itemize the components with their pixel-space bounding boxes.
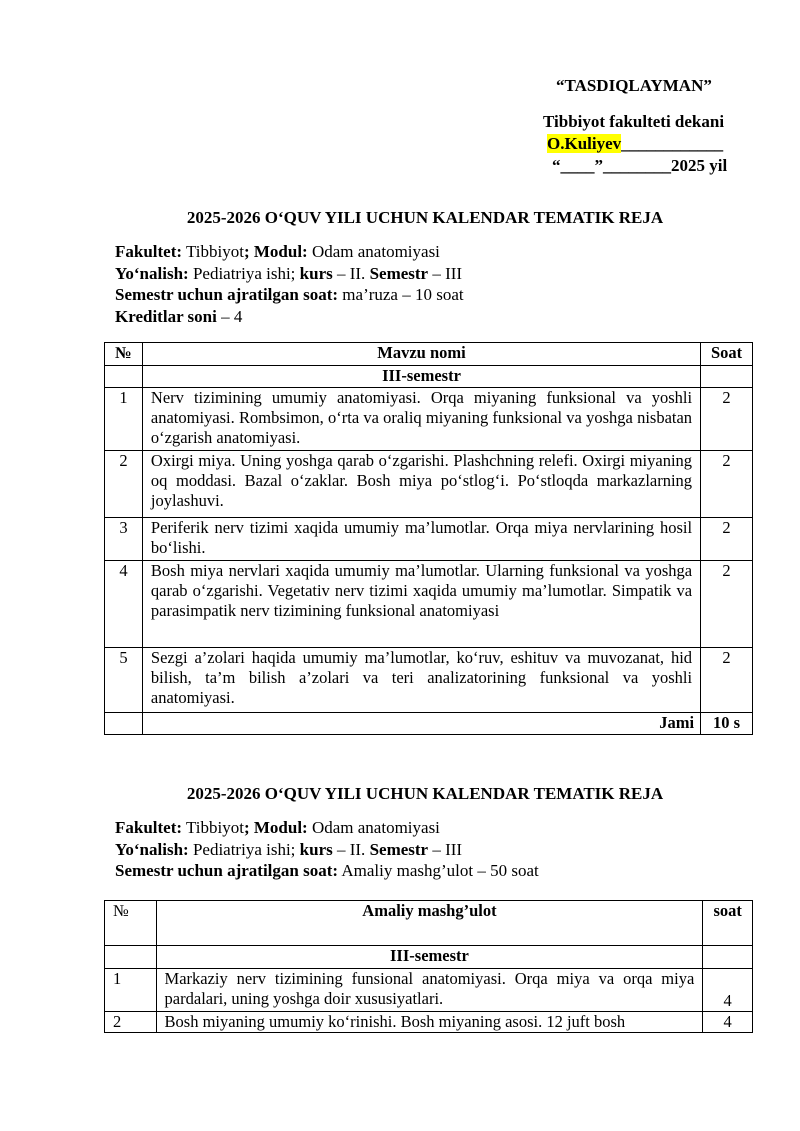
plan1-faculty-line — [115, 241, 464, 263]
course-value: – II. — [336, 263, 366, 283]
module-value: Odam anatomiyasi — [311, 242, 440, 261]
direction-value: Pediatriya ishi; — [192, 263, 296, 283]
lecture-plan-table — [104, 342, 753, 735]
faculty-value: Tibbiyot — [186, 818, 244, 837]
row-hours: 4 — [703, 969, 753, 1012]
plan2-faculty-line — [115, 817, 539, 839]
row-topic: Bosh miyaning umumiy ko‘rinishi. Bosh miyaning asosi. 12 juft bosh — [156, 1012, 703, 1033]
semester-row — [105, 366, 753, 388]
credits-value: – 4 — [221, 306, 243, 326]
plan1-credits-line — [115, 306, 464, 328]
approval-date: “____”________2025 yil — [552, 156, 728, 175]
course-label: kurs — [299, 839, 333, 859]
table-row — [105, 388, 753, 451]
module-label: ; Modul: — [243, 242, 308, 261]
credits-label: Kreditlar soni — [115, 306, 217, 326]
row-number: 4 — [105, 561, 143, 648]
table-row — [105, 648, 753, 713]
plan1-direction-line — [115, 263, 464, 285]
semester-value: – III — [432, 839, 463, 859]
course-label: kurs — [299, 263, 333, 283]
row-topic: Bosh miya nervlari xaqida umumiy ma’lumotlar. Ularning funksional va yoshga qarab o‘zgarishi. Vegetativ nerv tizimi xaqida umumiy ma’lumotlar. Simpatik va parasimpatik nerv tizimining funksional anatomiyasi — [142, 561, 700, 648]
table-header-row — [105, 343, 753, 366]
row-topic: Sezgi a’zolari haqida umumiy ma’lumotlar, ko‘ruv, eshituv va muvozanat, hid bilish, ta’m bilish a’zolari va teri analizatorining funksional va yoshli anatomiyasi. — [142, 648, 700, 713]
total-label: Jami — [142, 713, 700, 735]
plan1-meta — [115, 241, 464, 327]
table-row — [105, 451, 753, 518]
table-row — [105, 1012, 753, 1033]
hours-value: ma’ruza – 10 soat — [342, 285, 464, 304]
col-hours-header: soat — [703, 901, 753, 946]
table-row — [105, 969, 753, 1012]
row-number: 2 — [105, 1012, 157, 1033]
plan1-hours-line — [115, 284, 464, 306]
row-topic: Nerv tizimining umumiy anatomiyasi. Orqa miyaning funksional va yoshli anatomiyasi. Rombsimon, o‘rta va oraliq miyaning funksional va yoshga nisbatan o‘zgarish anatomiyasi. — [142, 388, 700, 451]
course-value: – II. — [336, 839, 366, 859]
faculty-label: Fakultet: — [115, 818, 183, 837]
col-topic-header: Amaliy mashg’ulot — [156, 901, 703, 946]
plan1-title: 2025-2026 O‘QUV YILI UCHUN KALENDAR TEMATIK REJA — [186, 208, 664, 227]
row-number: 1 — [105, 388, 143, 451]
signature-line: ____________ — [621, 134, 724, 153]
semester-value: – III — [432, 263, 463, 283]
row-hours: 2 — [701, 388, 753, 451]
semester-row-label: III-semestr — [156, 946, 703, 969]
row-number: 2 — [105, 451, 143, 518]
col-topic-header: Mavzu nomi — [142, 343, 700, 366]
row-number: 5 — [105, 648, 143, 713]
plan2-title: 2025-2026 O‘QUV YILI UCHUN KALENDAR TEMATIK REJA — [186, 784, 664, 803]
direction-label: Yo‘nalish: — [115, 263, 189, 283]
row-number: 3 — [105, 518, 143, 561]
practical-plan-table — [104, 900, 753, 1033]
row-hours: 2 — [701, 648, 753, 713]
total-value: 10 s — [701, 713, 753, 735]
row-hours: 4 — [703, 1012, 753, 1033]
table-header-row — [105, 901, 753, 946]
plan2-meta — [115, 817, 539, 882]
module-value: Odam anatomiyasi — [311, 818, 440, 837]
row-topic: Markaziy nerv tizimining funsional anatomiyasi. Orqa miya va orqa miya pardalari, uning yoshga doir xususiyatlari. — [156, 969, 703, 1012]
total-row — [105, 713, 753, 735]
direction-label: Yo‘nalish: — [115, 839, 189, 859]
plan2-hours-line — [115, 860, 539, 882]
semester-row — [105, 946, 753, 969]
row-hours: 2 — [701, 451, 753, 518]
approval-name-line — [547, 134, 723, 154]
table-row — [105, 518, 753, 561]
faculty-label: Fakultet: — [115, 242, 183, 261]
row-topic: Periferik nerv tizimi xaqida umumiy ma’lumotlar. Orqa miya nervlarining hosil bo‘lishi. — [142, 518, 700, 561]
hours-label: Semestr uchun ajratilgan soat: — [115, 861, 339, 880]
row-topic: Oxirgi miya. Uning yoshga qarab o‘zgarishi. Plashchning relefi. Oxirgi miyaning oq moddasi. Bazal o‘zaklar. Bosh miya po‘stlog‘i. Po‘stloqda markazlarning joylashuvi. — [142, 451, 700, 518]
direction-value: Pediatriya ishi; — [192, 839, 296, 859]
semester-label: Semestr — [369, 839, 429, 859]
semester-row-label: III-semestr — [142, 366, 700, 388]
hours-value: Amaliy mashg’ulot – 50 soat — [341, 861, 539, 880]
faculty-value: Tibbiyot — [186, 242, 244, 261]
row-number: 1 — [105, 969, 157, 1012]
approval-name: O.Kuliyev — [547, 134, 622, 153]
plan2-direction-line — [115, 839, 539, 861]
table-row — [105, 561, 753, 648]
semester-label: Semestr — [369, 263, 429, 283]
row-hours: 2 — [701, 518, 753, 561]
hours-label: Semestr uchun ajratilgan soat: — [115, 285, 339, 304]
col-hours-header: Soat — [701, 343, 753, 366]
approval-dean: Tibbiyot fakulteti dekani — [543, 112, 725, 131]
module-label: ; Modul: — [243, 818, 308, 837]
row-hours: 2 — [701, 561, 753, 648]
approval-title: “TASDIQLAYMAN” — [556, 76, 712, 95]
col-number-header: № — [105, 343, 143, 366]
col-number-header: № — [105, 901, 157, 946]
